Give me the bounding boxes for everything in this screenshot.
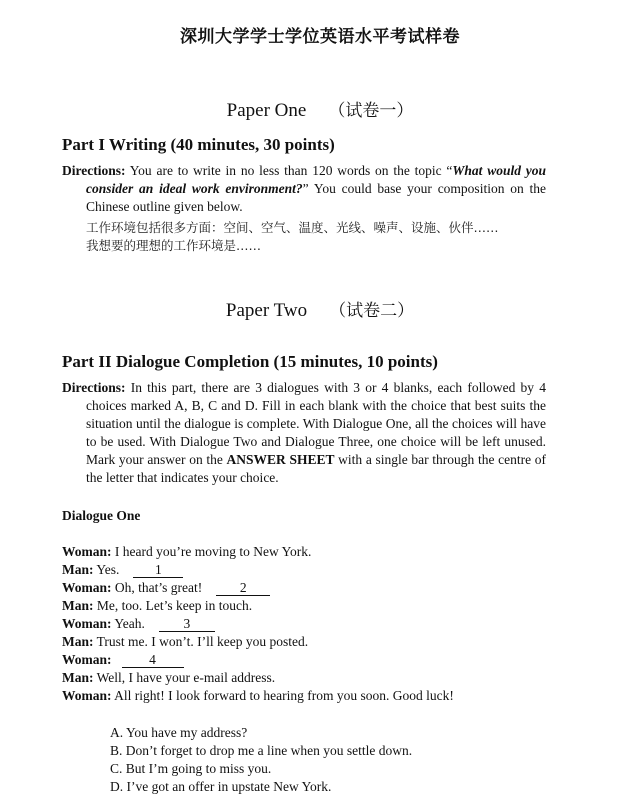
speaker: Woman:	[62, 544, 112, 559]
directions-text-1: In this part, there are 3 dialogues with 3 or 4 blanks, each followed by 4 choices marked A, B, C and D. Fill in each blank with the choice that best suits the situation until the dialogue is complete. With Dialogue One, all the choices will have to be used. With Dialogue Two and Dialogue Three, one choice will be left unused. Mark your answer on the	[86, 380, 546, 467]
dialogue-line	[62, 669, 275, 687]
speaker: Woman:	[62, 688, 112, 703]
dialogue-line	[62, 615, 215, 633]
dialogue-line	[62, 561, 183, 579]
blank-2: 2	[216, 581, 270, 596]
directions-text-1: You are to write in no less than 120 words on the topic “	[125, 163, 453, 178]
line-text: Well, I have your e-mail address.	[93, 670, 276, 685]
line-text: Trust me. I won’t. I’ll keep you posted.	[93, 634, 309, 649]
part-one-directions-text	[62, 162, 546, 216]
directions-label: Directions:	[62, 163, 126, 178]
part-two-heading: Part II Dialogue Completion (15 minutes, 10 points)	[62, 352, 438, 371]
outline-line-2: 我想要的理想的工作环境是……	[86, 238, 262, 253]
choice-d: D. I’ve got an offer in upstate New York.	[110, 779, 332, 794]
paper-one-heading	[0, 96, 640, 122]
part-two-directions-text	[62, 379, 546, 487]
speaker: Woman:	[62, 652, 112, 667]
blank-1: 1	[133, 563, 183, 578]
line-text: Yeah.	[111, 616, 145, 631]
part-one-directions	[62, 162, 546, 216]
answer-sheet-label: ANSWER SHEET	[226, 452, 335, 467]
blank-3: 3	[159, 617, 215, 632]
speaker: Man:	[62, 670, 94, 685]
choice-b: B. Don’t forget to drop me a line when you settle down.	[110, 743, 413, 758]
line-text: Yes.	[93, 562, 120, 577]
directions-label: Directions:	[62, 380, 126, 395]
line-text: I heard you’re moving to New York.	[111, 544, 312, 559]
directions-text-2: with a single bar through the centre of the letter that indicates your choice.	[86, 452, 546, 485]
line-text: All right! I look forward to hearing from you soon. Good luck!	[111, 688, 454, 703]
dialogue-line	[62, 543, 311, 561]
dialogue-one-title: Dialogue One	[62, 508, 141, 523]
dialogue-line	[62, 687, 454, 705]
paper-one-title-cn: （试卷一）	[328, 101, 414, 121]
speaker: Man:	[62, 562, 94, 577]
line-text: Oh, that’s great!	[111, 580, 203, 595]
dialogue-line	[62, 597, 252, 615]
part-two-directions	[62, 379, 546, 487]
directions-text-2: ” You could base your composition on the Chinese outline given below.	[86, 181, 547, 214]
part-one-heading: Part I Writing (40 minutes, 30 points)	[62, 135, 335, 154]
choice-c: C. But I’m going to miss you.	[110, 761, 272, 776]
paper-two-title: Paper Two	[225, 300, 308, 321]
speaker: Woman:	[62, 580, 112, 595]
dialogue-line	[62, 651, 184, 669]
paper-two-heading	[0, 296, 640, 322]
outline-line-1: 工作环境包括很多方面：空间、空气、温度、光线、噪声、设施、伙伴……	[86, 220, 499, 235]
speaker: Woman:	[62, 616, 112, 631]
line-text: Me, too. Let’s keep in touch.	[93, 598, 253, 613]
dialogue-line	[62, 633, 308, 651]
speaker: Man:	[62, 598, 94, 613]
dialogue-line	[62, 579, 270, 597]
paper-one-title: Paper One	[226, 100, 307, 121]
writing-topic: What would you consider an ideal work environment?	[86, 163, 546, 196]
paper-two-title-cn: （试卷二）	[329, 301, 415, 321]
speaker: Man:	[62, 634, 94, 649]
choice-a: A. You have my address?	[110, 725, 248, 740]
blank-4: 4	[122, 653, 184, 668]
document-title: 深圳大学学士学位英语水平考试样卷	[180, 27, 460, 47]
